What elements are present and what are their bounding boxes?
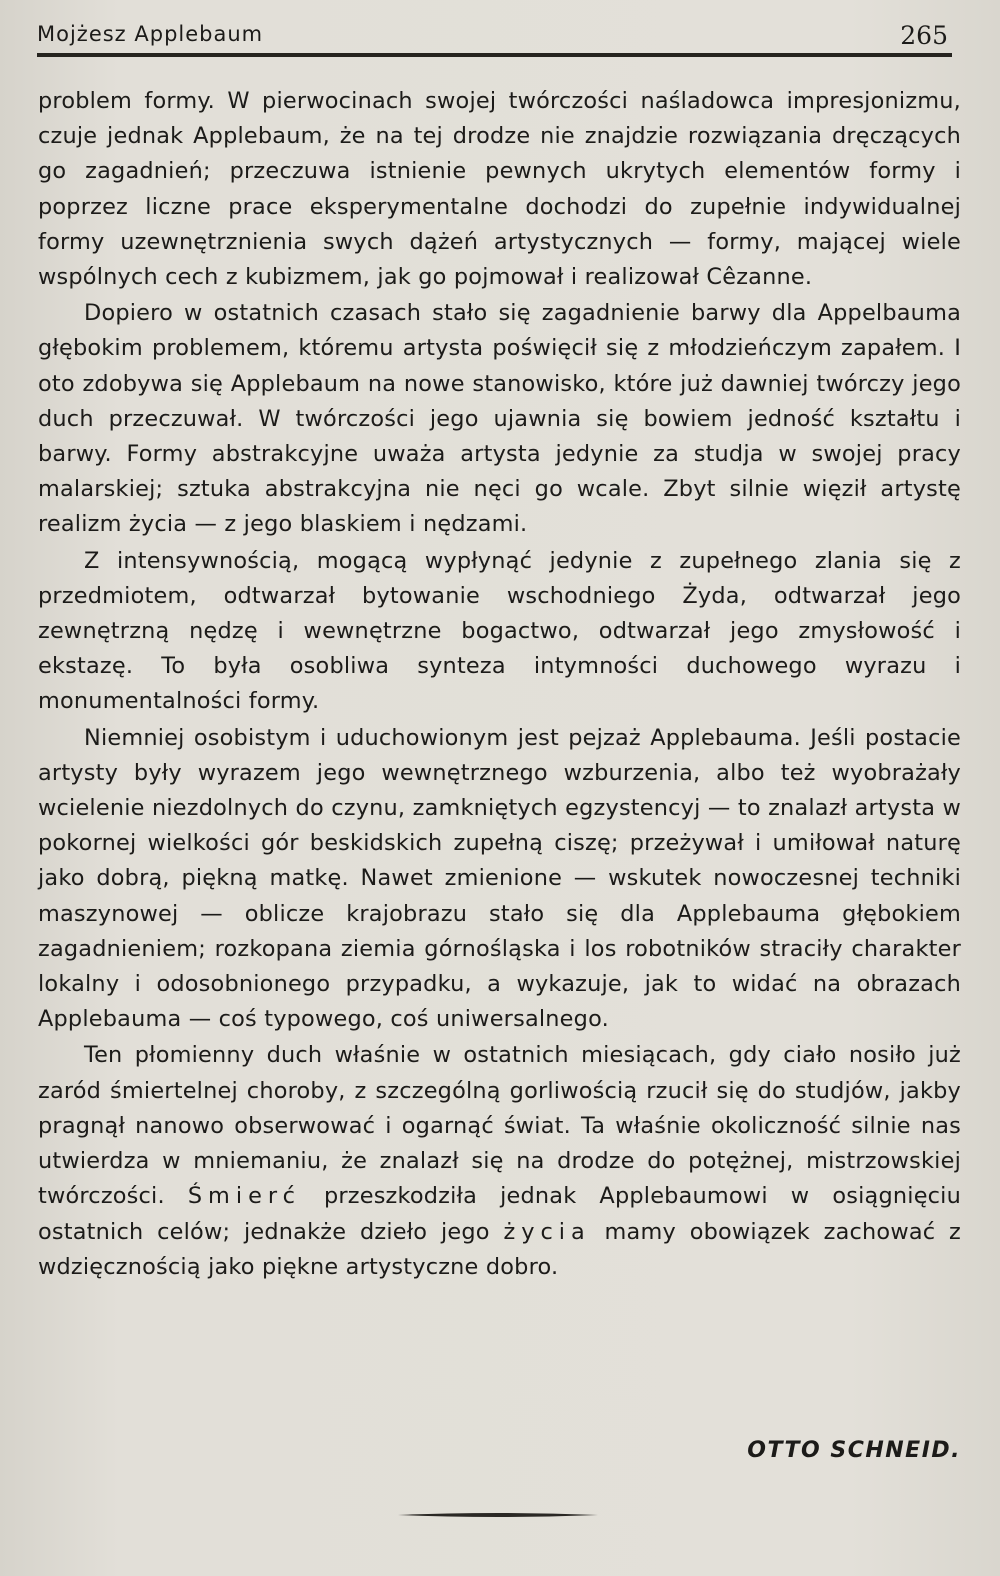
header-author: Mojżesz Applebaum [37, 22, 264, 46]
paragraph: problem formy. W pierwocinach swojej twórczości naśladowca impresjonizmu, czuje jednak Applebaum, że na tej drodze nie znajdzie rozwiązania dręczących go zagadnień; przeczuwa istnienie pewnych ukrytych elementów formy i poprzez liczne prace eksperymentalne dochodzi do zupełnie indywidualnej formy uzewnętrznienia swych dążeń artystycznych — formy, mającej wiele wspólnych cech z kubizmem, jak go pojmował i realizował Cêzanne. [38, 88, 961, 291]
spaced-word: Śmierć [187, 1183, 301, 1210]
paragraph: Dopiero w ostatnich czasach stało się zagadnienie barwy dla Appelbauma głębokim problemem, któremu artysta poświęcił się z młodzieńczym zapałem. I oto zdobywa się Applebaum na nowe stanowisko, które już dawniej twórczy jego duch przeczuwał. W twórczości jego ujawnia się bowiem jedność kształtu i barwy. Formy abstrakcyjne uważa artysta jedynie za studja w swojej pracy malarskiej; sztuka abstrakcyjna nie nęci go wcale. Zbyt silnie więził artystę realizm życia — z jego blaskiem i nędzami. [38, 300, 961, 538]
spaced-word: życia [503, 1218, 591, 1245]
paragraph-segment: przeszkodziła jednak Applebaumowi w osiągnięciu ostatnich celów; jednakże dzieło jego [38, 1183, 961, 1245]
header-rule [37, 53, 952, 57]
paragraph-segment: mamy obowiązek zachować z wdzięcznością jako piękne artystyczne dobro. [38, 1218, 961, 1280]
paragraph-segment: Ten płomienny duch właśnie w ostatnich miesiącach, gdy ciało nosiło już zaród śmiertelnej choroby, z szczególną gorliwością rzucił się do studjów, jakby pragnął nanowo obserwować i ogarnąć świat. Ta właśnie okoliczność silnie nas utwierdza w mniemaniu, że znalazł się na drodze do potężnej, mistrzowskiej twórczości. [38, 1042, 961, 1210]
end-ornament [398, 1512, 598, 1518]
running-header [37, 20, 952, 50]
paragraph: Z intensywnością, mogącą wypłynąć jedynie z zupełnego zlania się z przedmiotem, odtwarzał bytowanie wschodniego Żyda, odtwarzał jego zewnętrzną nędzę i wewnętrzne bogactwo, odtwarzał jego zmysłowość i ekstazę. To była osobliwa synteza intymności duchowego wyrazu i monumentalności formy. [38, 547, 961, 715]
author-signature: OTTO SCHNEID. [747, 1438, 961, 1463]
page-number: 265 [900, 21, 948, 50]
paragraph [38, 1038, 961, 1284]
article-body [38, 84, 961, 1285]
paragraph: Niemniej osobistym i uduchowionym jest pejzaż Applebauma. Jeśli postacie artysty były wyrazem jego wewnętrznego wzburzenia, albo też wyobrażały wcielenie niezdolnych do czynu, zamkniętych egzystencyj — to znalazł artysta w pokornej wielkości gór beskidskich zupełną ciszę; przeżywał i umiłował naturę jako dobrą, piękną matkę. Nawet zmienione — wskutek nowoczesnej techniki maszynowej — oblicze krajobrazu stało się dla Applebauma głębokiem zagadnieniem; rozkopana ziemia górnośląska i los robotników straciły charakter lokalny i odosobnionego przypadku, a wykazuje, jak to widać na obrazach Applebauma — coś typowego, coś uniwersalnego. [38, 724, 961, 1033]
